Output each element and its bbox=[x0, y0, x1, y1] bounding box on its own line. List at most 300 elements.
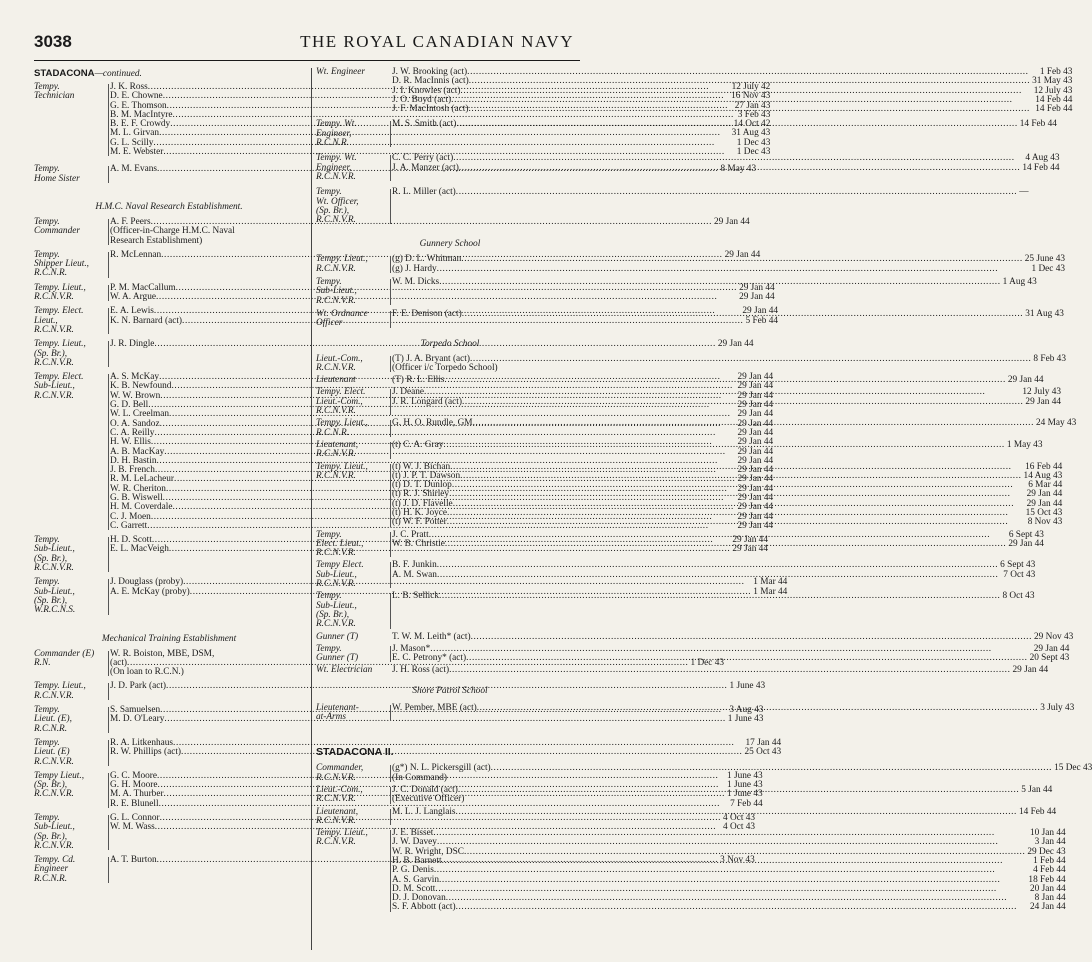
seniority-date: 18 Feb 44 bbox=[1028, 874, 1066, 885]
seniority-date: 1 Dec 43 bbox=[1031, 263, 1066, 274]
name-list bbox=[392, 376, 1044, 385]
officer-name: F. E. Denison (act) bbox=[392, 308, 462, 319]
leader-dots bbox=[445, 540, 1006, 549]
rank-line: R.C.N.V.R. bbox=[316, 837, 356, 848]
officer-name: G. L. Scilly bbox=[110, 137, 154, 148]
seniority-date: 29 Jan 44 bbox=[737, 446, 774, 457]
officer-entry bbox=[392, 666, 1048, 675]
leader-dots bbox=[468, 105, 1033, 114]
name-list bbox=[392, 310, 1064, 329]
seniority-date: 14 Feb 44 bbox=[1035, 104, 1073, 115]
rank-line: (Sp. Br.), bbox=[34, 780, 68, 791]
officer-name: W. M. Dicks bbox=[392, 277, 440, 288]
officer-name: J. H. Ross (act) bbox=[392, 665, 450, 676]
officer-name: G. B. Wiswell bbox=[110, 492, 163, 503]
rank-label bbox=[316, 808, 392, 827]
seniority-date bbox=[748, 227, 750, 236]
officer-name: J. Mason* bbox=[392, 643, 431, 654]
rank-line: (Sp. Br.), bbox=[316, 609, 350, 620]
rank-line: Sub-Lieut., bbox=[34, 586, 75, 597]
rank-line: Sub-Lieut., bbox=[316, 286, 357, 297]
officer-entry bbox=[392, 376, 1044, 385]
officer-name: J. K. Ross bbox=[110, 82, 148, 92]
seniority-date: 15 Dec 43 bbox=[1054, 763, 1092, 774]
seniority-date: 29 Jan 44 bbox=[737, 511, 774, 522]
rank-line: R.N. bbox=[34, 657, 51, 668]
name-list bbox=[392, 355, 1066, 374]
officer-name: J. C. Donald (act) bbox=[392, 784, 458, 795]
rank-line: Lieut.-Com., bbox=[316, 784, 363, 795]
seniority-date: 29 Jan 44 bbox=[737, 465, 774, 476]
rank-line: Engineer, bbox=[316, 128, 352, 139]
rank-line: R.C.N.V.R. bbox=[316, 215, 356, 226]
rank-line: Tempy. Wt. bbox=[316, 153, 357, 164]
officer-name: J. W. Brooking (act) bbox=[392, 67, 468, 77]
rank-line: Tempy. bbox=[34, 705, 60, 716]
officer-entry bbox=[392, 592, 1034, 601]
officer-entry bbox=[392, 518, 1062, 527]
rank-line: Tempy. Lieut., bbox=[34, 282, 86, 293]
officer-name: (g) D. L. Whitman bbox=[392, 254, 462, 265]
seniority-date: 1 June 43 bbox=[727, 789, 763, 800]
rank-line: Elect. Lieut., bbox=[316, 538, 364, 549]
seniority-date: 1 May 43 bbox=[1006, 439, 1043, 450]
rank-line: Sub-Lieut., bbox=[34, 544, 75, 555]
seniority-date: 15 Oct 43 bbox=[1025, 507, 1063, 518]
seniority-date: 4 Feb 44 bbox=[1033, 865, 1066, 876]
seniority-date: 3 Aug 43 bbox=[729, 705, 764, 716]
seniority-date: 29 Jan 44 bbox=[737, 390, 774, 401]
seniority-date: 6 Sept 43 bbox=[1000, 560, 1036, 571]
name-list bbox=[392, 704, 1074, 723]
officer-name: R. L. Miller (act) bbox=[392, 187, 456, 198]
rank-label bbox=[316, 388, 392, 416]
heading-mechanical-training: Mechanical Training Establishment bbox=[101, 633, 237, 644]
rank-line: Sub-Lieut., bbox=[34, 822, 75, 833]
rank-label bbox=[316, 376, 392, 385]
officer-name: B. F. Junkin bbox=[392, 560, 437, 571]
seniority-date: 29 Jan 44 bbox=[1025, 396, 1062, 407]
seniority-date: 10 Jan 44 bbox=[1029, 828, 1066, 839]
rank-label bbox=[34, 682, 110, 701]
officer-name: W. A. Argue bbox=[110, 292, 156, 303]
name-list bbox=[392, 786, 1052, 805]
rank-label bbox=[316, 786, 392, 805]
officer-name: C. J. Moen bbox=[110, 511, 151, 522]
rank-line: Home Sister bbox=[34, 173, 80, 184]
rank-line: R.C.N.V.R. bbox=[316, 548, 356, 559]
section-title-stadacona bbox=[34, 68, 304, 79]
seniority-date: 16 Nov 43 bbox=[731, 91, 771, 102]
seniority-date: 14 Feb 44 bbox=[1019, 119, 1057, 130]
officer-name: G. H. Moore bbox=[110, 780, 158, 791]
rank-line: Lieutenant, bbox=[316, 806, 359, 817]
officer-entry bbox=[392, 120, 1057, 129]
officer-name: H. W. Ellis bbox=[110, 437, 151, 448]
seniority-date: 31 May 43 bbox=[1032, 76, 1073, 87]
rank-line: Tempy. Lieut., bbox=[34, 681, 86, 692]
seniority-date: 3 July 43 bbox=[1040, 702, 1075, 713]
name-list bbox=[392, 188, 1029, 225]
rank-line: Wt. Ordnance bbox=[316, 308, 368, 319]
leader-dots bbox=[449, 666, 1010, 675]
seniority-date: 29 Jan 44 bbox=[739, 292, 775, 303]
seniority-date: 27 Jan 43 bbox=[734, 100, 771, 111]
officer-entry bbox=[392, 398, 1061, 407]
leader-dots bbox=[491, 764, 1052, 773]
rank-line: Tempy. bbox=[316, 529, 342, 540]
seniority-date: 4 Oct 43 bbox=[723, 813, 756, 823]
officer-name: D. J. Donovan bbox=[392, 893, 446, 904]
rank-line: Commander bbox=[34, 226, 80, 237]
officer-entry bbox=[392, 310, 1064, 319]
officer-entry bbox=[392, 364, 1066, 373]
rank-line: R.C.N.R. bbox=[34, 268, 68, 279]
heading-gunnery-school: Gunnery School bbox=[419, 239, 481, 250]
leader-dots bbox=[444, 376, 1005, 385]
seniority-date: 12 July 43 bbox=[1022, 387, 1062, 398]
rank-line: (Sp. Br.), bbox=[316, 205, 350, 216]
officer-name: B. E. F. Crowdy bbox=[110, 119, 171, 130]
name-list bbox=[392, 829, 1066, 913]
heading-shore-patrol-school: Shore Patrol School bbox=[412, 685, 488, 696]
seniority-date: 29 Jan 44 bbox=[737, 520, 774, 531]
entry-group bbox=[316, 461, 1063, 528]
leader-dots bbox=[477, 704, 1038, 716]
seniority-date: 29 Jan 44 bbox=[737, 372, 774, 383]
officer-name: O. A. Sandoz bbox=[110, 418, 160, 429]
officer-name: A. M. Swan bbox=[392, 569, 437, 580]
seniority-date: 1 Aug 43 bbox=[1002, 277, 1037, 288]
officer-name: R. M. LeLacheur bbox=[110, 474, 175, 485]
seniority-date: 14 Feb 44 bbox=[1035, 94, 1073, 105]
name-list bbox=[392, 645, 1069, 664]
rank-line: Tempy. Cd. bbox=[34, 855, 76, 866]
officer-name: R. E. Blunell bbox=[110, 798, 159, 809]
entry-group bbox=[316, 387, 1062, 417]
rank-line: R.C.N.V.R. bbox=[316, 579, 356, 590]
rank-line: R.C.N.V.R. bbox=[34, 563, 74, 574]
officer-entry bbox=[392, 764, 1092, 773]
seniority-date: 1 June 43 bbox=[727, 780, 763, 791]
rank-line: Sub-Lieut., bbox=[316, 600, 357, 611]
rank-line: R.C.N.V.R. bbox=[316, 171, 356, 182]
officer-name: J. W. Davey bbox=[392, 837, 437, 848]
officer-name: W. Pember, MBE (act) bbox=[392, 702, 477, 713]
rank-line: Lieut., bbox=[34, 315, 58, 326]
officer-name: G. E. Thomson bbox=[110, 100, 167, 111]
leader-dots bbox=[458, 786, 1019, 795]
officer-name: P. M. MacCallum bbox=[110, 282, 176, 293]
seniority-date: 29 Jan 44 bbox=[737, 427, 774, 438]
officer-name: (t) J. P. T. Dawson bbox=[392, 470, 461, 481]
page-title: THE ROYAL CANADIAN NAVY bbox=[300, 32, 574, 51]
seniority-date: 6 Sept 43 bbox=[1008, 529, 1044, 540]
officer-name: A. E. McKay (proby) bbox=[110, 586, 190, 597]
officer-entry bbox=[392, 770, 1092, 783]
officer-name: M. L. J. Langlais bbox=[392, 806, 456, 817]
seniority-date: 14 Oct 42 bbox=[733, 119, 771, 130]
section-title-text: STADACONA bbox=[34, 68, 95, 79]
rank-label bbox=[316, 120, 392, 148]
officer-name: J. F. MacIntosh (act) bbox=[392, 104, 469, 115]
rank-line: Gunner (T) bbox=[316, 653, 359, 664]
officer-name: K. B. Newfound bbox=[110, 381, 172, 392]
rank-line: Tempy. Lieut., bbox=[316, 254, 368, 265]
rank-line: Sub-Lieut., bbox=[316, 569, 357, 580]
name-list bbox=[392, 666, 1048, 675]
seniority-date: 29 Dec 43 bbox=[1027, 846, 1066, 857]
officer-name: L. B. Sellick bbox=[392, 591, 439, 602]
rank-line: R.C.N.V.R. bbox=[316, 263, 356, 274]
leader-dots bbox=[437, 571, 1001, 580]
officer-name: (T) R. L. Ellis bbox=[392, 375, 445, 386]
rank-label bbox=[316, 561, 392, 589]
rank-label bbox=[316, 355, 392, 374]
officer-name: Research Establishment) bbox=[110, 235, 203, 246]
seniority-date: 1 June 43 bbox=[729, 681, 766, 692]
leader-dots bbox=[498, 364, 1064, 373]
officer-name: D. E. Chowne bbox=[110, 91, 163, 102]
rank-line: Tempy. Lieut., bbox=[316, 461, 368, 472]
seniority-date: 31 Aug 43 bbox=[731, 128, 771, 139]
seniority-date: 3 Nov 43 bbox=[720, 855, 755, 866]
section-title-stadacona-ii: STADACONA II. bbox=[316, 746, 394, 759]
officer-name: (t) W. F. Potter bbox=[392, 517, 447, 528]
leader-dots bbox=[437, 265, 1030, 274]
rank-label bbox=[316, 419, 392, 438]
section-continued: —continued. bbox=[94, 69, 142, 79]
rank-line: Sub-Lieut., bbox=[34, 381, 75, 392]
seniority-date: 1 Dec 43 bbox=[736, 147, 771, 158]
officer-name: W. R. Boiston, MBE, DSM, bbox=[110, 648, 215, 659]
officer-name: D. R. MacInnis (act) bbox=[392, 76, 469, 87]
officer-name: W. R. Wright, DSC bbox=[392, 846, 464, 857]
leader-dots bbox=[459, 164, 1020, 173]
rank-label bbox=[34, 772, 110, 809]
officer-name: M. S. Smith (act) bbox=[392, 119, 457, 130]
officer-entry bbox=[392, 702, 1075, 716]
rank-line: W.R.C.N.S. bbox=[34, 605, 76, 616]
leader-dots bbox=[439, 278, 1000, 287]
name-list bbox=[392, 764, 1092, 783]
officer-name: A. B. MacKay bbox=[110, 446, 165, 457]
officer-name: S. Samuelsen bbox=[110, 705, 161, 716]
seniority-date: 29 Jan 44 bbox=[1008, 538, 1044, 549]
seniority-date: 29 Jan 44 bbox=[739, 282, 775, 293]
seniority-date: 7 Oct 43 bbox=[1003, 569, 1036, 580]
rank-line: Lieutenant- bbox=[316, 702, 359, 713]
page-header bbox=[34, 30, 574, 54]
officer-name: C. A. Reilly bbox=[110, 427, 155, 438]
officer-entry bbox=[392, 808, 1056, 817]
rank-line: R.C.N.V.R. bbox=[316, 772, 356, 783]
officer-entry bbox=[392, 265, 1065, 274]
leader-dots bbox=[456, 903, 1028, 912]
rank-line: Commander (E) bbox=[34, 648, 95, 659]
leader-dots bbox=[443, 441, 1004, 450]
seniority-date: 29 Jan 44 bbox=[737, 400, 774, 411]
officer-name: (T) J. A. Bryant (act) bbox=[392, 353, 470, 364]
seniority-date: 3 Jan 44 bbox=[1034, 837, 1066, 848]
rank-line: Tempy. Elect. bbox=[34, 306, 84, 317]
rank-line: Tempy. Elect. bbox=[316, 387, 366, 398]
rank-line: R.C.N.V.R. bbox=[316, 794, 356, 805]
officer-name: (In Command) bbox=[392, 772, 447, 783]
seniority-date: 1 Feb 44 bbox=[1033, 856, 1066, 866]
seniority-date: 14 Aug 43 bbox=[1023, 470, 1063, 481]
seniority-date: 14 Feb 44 bbox=[1018, 806, 1057, 817]
rank-line: Lieutenant, bbox=[316, 439, 359, 450]
seniority-date: 8 Oct 43 bbox=[1002, 591, 1035, 602]
seniority-date bbox=[1064, 364, 1066, 373]
leader-dots bbox=[456, 808, 1017, 817]
rank-line: (Sp. Br.), bbox=[34, 831, 68, 842]
rank-line: Gunner (T) bbox=[316, 631, 359, 642]
name-list bbox=[392, 531, 1044, 559]
officer-name: J. E. Bisset bbox=[392, 828, 434, 839]
rank-line: Tempy. bbox=[34, 737, 60, 748]
rank-label bbox=[316, 278, 392, 306]
name-list bbox=[392, 120, 1057, 148]
officer-name: R. A. Litkenhaus bbox=[110, 737, 174, 748]
seniority-date: 1 Mar 44 bbox=[753, 586, 788, 597]
rank-label bbox=[316, 154, 392, 182]
officer-name: (t) R. J. Shirley bbox=[392, 489, 450, 500]
rank-label bbox=[34, 578, 110, 615]
seniority-date: 29 Jan 44 bbox=[737, 418, 774, 429]
seniority-date: 29 Jan 44 bbox=[737, 502, 774, 513]
entry-group bbox=[316, 375, 1044, 386]
rank-label bbox=[34, 251, 110, 279]
officer-name: M. L. Girvan bbox=[110, 128, 160, 139]
rank-line: Tempy. bbox=[316, 591, 342, 602]
rank-label bbox=[316, 68, 392, 114]
leader-dots bbox=[447, 770, 1090, 783]
officer-name: H. D. Scott bbox=[110, 535, 152, 546]
officer-name: J. R. Longard (act) bbox=[392, 396, 462, 407]
rank-line: Lieut. (E), bbox=[34, 714, 72, 725]
rank-line: Tempy. Elect. bbox=[34, 372, 84, 383]
leader-dots bbox=[462, 398, 1023, 407]
seniority-date: 29 Jan 44 bbox=[742, 306, 779, 317]
officer-entry bbox=[392, 441, 1042, 450]
rank-line: Wt. Officer, bbox=[316, 196, 359, 207]
officer-name: E. L. MacVeigh bbox=[110, 544, 169, 555]
rank-line: Tempy. bbox=[34, 813, 60, 823]
officer-name: M. E. Webster bbox=[110, 147, 164, 158]
rank-line: R.C.N.V.R. bbox=[316, 449, 356, 460]
officer-name: J. B. French bbox=[110, 465, 155, 476]
rank-line: R.C.N.V.R. bbox=[34, 789, 74, 800]
seniority-date: 29 Jan 44 bbox=[737, 483, 774, 494]
seniority-date: 3 Feb 43 bbox=[737, 109, 771, 120]
officer-entry bbox=[392, 105, 1072, 114]
rank-label bbox=[316, 463, 392, 528]
seniority-date: 29 Nov 43 bbox=[1034, 631, 1074, 642]
seniority-date: 4 Oct 43 bbox=[723, 822, 756, 833]
rank-line: Lieut.-Com., bbox=[316, 353, 363, 364]
rank-line: Tempy. bbox=[316, 187, 342, 198]
name-list bbox=[392, 255, 1065, 274]
rank-label bbox=[316, 633, 392, 642]
officer-name: E. A. Lewis bbox=[110, 306, 154, 317]
officer-name: S. F. Abbott (act) bbox=[392, 902, 456, 913]
rank-line: R.C.N.V.R. bbox=[316, 295, 356, 306]
rank-line: Engineer bbox=[34, 864, 69, 875]
officer-entry bbox=[392, 903, 1066, 912]
officer-name: G. D. Bell bbox=[110, 400, 149, 411]
rank-line: Lieut.-Com., bbox=[316, 396, 363, 407]
rank-line: R.C.N.V.R. bbox=[34, 324, 74, 335]
rank-label bbox=[316, 764, 392, 783]
officer-name: A. S. McKay bbox=[110, 372, 160, 383]
seniority-date: 24 Jan 44 bbox=[1029, 902, 1066, 913]
page-number: 3038 bbox=[34, 32, 72, 51]
officer-name: G. L. Connor bbox=[110, 813, 160, 823]
rank-line: R.C.N.V.R. bbox=[316, 406, 356, 417]
officer-entry bbox=[392, 188, 1029, 197]
seniority-date: 29 Jan 44 bbox=[724, 249, 761, 260]
rank-label bbox=[34, 650, 110, 678]
officer-entry bbox=[392, 278, 1037, 287]
seniority-date: 1 Dec 43 bbox=[690, 657, 725, 668]
officer-name: W. R. Cheriton bbox=[110, 483, 166, 494]
rank-line: Tempy. bbox=[34, 216, 60, 227]
name-list bbox=[392, 68, 1072, 114]
rank-line: Engineer, bbox=[316, 162, 352, 173]
rank-line: Tempy. Lieut., bbox=[316, 828, 368, 839]
rank-label bbox=[34, 307, 110, 335]
officer-name: R. McLennan bbox=[110, 249, 162, 260]
seniority-date: — bbox=[1019, 187, 1029, 198]
seniority-date: 12 July 43 bbox=[1033, 85, 1073, 96]
officer-name: E. C. Petrony* (act) bbox=[392, 653, 467, 664]
rank-line: (Sp. Br.), bbox=[34, 348, 68, 359]
leader-dots bbox=[462, 310, 1023, 319]
officer-name: H. B. Barnett bbox=[392, 856, 442, 866]
rank-label bbox=[316, 592, 392, 629]
name-list bbox=[392, 463, 1062, 528]
officer-name: A. S. Garvin bbox=[392, 874, 439, 885]
rank-line: Tempy. Lieut., bbox=[316, 418, 368, 429]
entry-group bbox=[316, 353, 1066, 374]
officer-name: W. M. Wass bbox=[110, 822, 155, 833]
name-list bbox=[392, 561, 1035, 589]
seniority-date: 5 Feb 44 bbox=[745, 315, 779, 326]
rank-line: Technician bbox=[34, 91, 75, 102]
rank-label bbox=[316, 441, 392, 460]
rank-label bbox=[316, 531, 392, 559]
rank-line: Tempy. bbox=[34, 535, 60, 546]
seniority-date: 4 Aug 43 bbox=[1025, 153, 1060, 164]
seniority-date: 8 Feb 43 bbox=[1033, 353, 1066, 364]
officer-name: (act) bbox=[110, 657, 128, 668]
officer-name: M. D. O'Leary bbox=[110, 714, 165, 725]
rank-label bbox=[34, 284, 110, 303]
seniority-date: 5 Jan 44 bbox=[1021, 784, 1053, 795]
officer-name: (g*) N. L. Pickersgill (act) bbox=[392, 763, 491, 774]
officer-name: J. Deane bbox=[392, 387, 425, 398]
rank-line: Commander, bbox=[316, 763, 364, 774]
seniority-date: 29 Jan 44 bbox=[717, 339, 754, 350]
officer-name: J. A. Manzer (act) bbox=[392, 162, 459, 173]
officer-entry bbox=[392, 786, 1052, 795]
seniority-date: 25 Oct 43 bbox=[744, 747, 782, 758]
seniority-date: 12 July 42 bbox=[731, 82, 771, 92]
seniority-date: 6 Mar 44 bbox=[1028, 480, 1063, 491]
officer-entry bbox=[392, 571, 1035, 580]
